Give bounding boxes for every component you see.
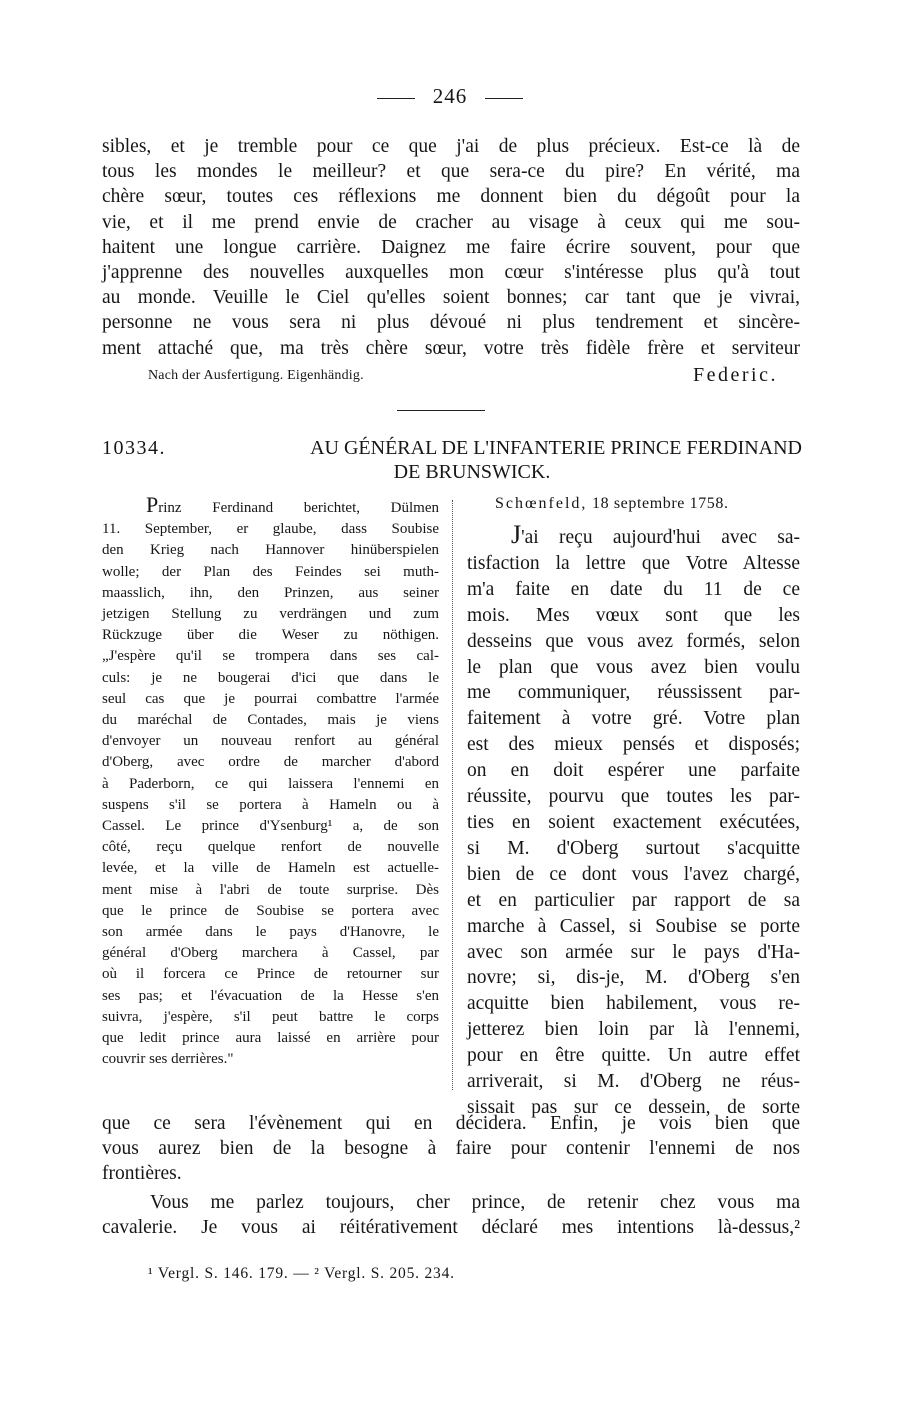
section-divider-rule xyxy=(397,410,485,411)
summary-line: Cassel. Le prince d'Ysenburg¹ a, de son xyxy=(102,818,439,835)
summary-line: que ledit prince aura laissé en arrière pour xyxy=(102,1030,439,1047)
text-line: vous aurez bien de la besogne à faire pour contenir l'ennemi de nos xyxy=(102,1138,800,1160)
letter-line: m'a faite en date du 11 de ce xyxy=(467,578,800,600)
summary-first-line: Prinz Ferdinand berichtet, Dülmen xyxy=(146,492,439,517)
summary-line: où il forcera ce Prince de retourner sur xyxy=(102,966,439,983)
summary-line: d'Oberg, avec ordre de marcher d'abord xyxy=(102,754,439,771)
text-line: cavalerie. Je vous ai réitérativement déclaré mes intentions là-dessus,² xyxy=(102,1216,800,1238)
letter-line: avec son armée sur le pays d'Ha- xyxy=(467,941,800,963)
top-paragraph xyxy=(102,134,800,361)
letter-line: pour en être quitte. Un autre effet xyxy=(467,1045,800,1067)
signature: Federic. xyxy=(693,364,778,386)
letter-line: ties en soient exactement exécutées, xyxy=(467,811,800,833)
summary-line: „J'espère qu'il se trompera dans ses cal- xyxy=(102,648,439,665)
summary-line: suivra, j'espère, s'il peut battre le corps xyxy=(102,1008,439,1025)
letter-title-line1: AU GÉNÉRAL DE L'INFANTERIE PRINCE FERDINAND xyxy=(310,437,802,459)
letter-line: réussite, pourvu que toutes les par- xyxy=(467,786,800,808)
letter-line: on en doit espérer une parfaite xyxy=(467,760,800,782)
letter-line: mois. Mes vœux sont que les xyxy=(467,604,800,626)
letter-line: arriverait, si M. d'Oberg ne réus- xyxy=(467,1071,800,1093)
text-line: au monde. Veuille le Ciel qu'elles soient bonnes; car tant que je vivrai, xyxy=(102,287,800,309)
letter-line: le plan que vous avez bien voulu xyxy=(467,656,800,678)
letter-line: bien de ce dont vous l'avez chargé, xyxy=(467,863,800,885)
text-line: tous les mondes le meilleur? et que sera-ce du pire? En vérité, ma xyxy=(102,161,800,183)
letter-line: jetterez bien loin par là l'ennemi, xyxy=(467,1019,800,1041)
letter-column xyxy=(467,522,800,1121)
page-number: 246 xyxy=(432,84,468,108)
summary-line: maasslich, ihn, den Prinzen, aus seiner xyxy=(102,584,439,601)
text-line: sibles, et je tremble pour ce que j'ai de plus précieux. Est-ce là de xyxy=(102,136,800,157)
summary-line: son armée dans le pays d'Hanovre, le xyxy=(102,924,439,941)
summary-line: wolle; der Plan des Feindes sei muth- xyxy=(102,563,439,580)
footnotes: ¹ Vergl. S. 146. 179. — ² Vergl. S. 205. 234. xyxy=(148,1265,455,1282)
summary-line: jetzigen Stellung zu verdrängen und zum xyxy=(102,606,439,623)
summary-line: culs: je ne bougerai d'ici que dans le xyxy=(102,669,439,686)
summary-line: suspens s'il se portera à Hameln ou à xyxy=(102,796,439,813)
text-line: frontières. xyxy=(102,1163,182,1185)
summary-line: côté, reçu quelque renfort de nouvelle xyxy=(102,839,439,856)
text-line: j'apprenne des nouvelles auxquelles mon cœur s'intéresse plus qu'à tout xyxy=(102,262,800,284)
column-divider xyxy=(452,500,453,1090)
summary-column xyxy=(102,494,439,1070)
letter-line: me communiquer, réussissent par- xyxy=(467,682,800,704)
page-header xyxy=(0,84,900,109)
letter-number: 10334. xyxy=(102,437,166,459)
letter-line: sissait pas sur ce dessein, de sorte xyxy=(467,1096,800,1118)
letter-line: et en particulier par rapport de sa xyxy=(467,889,800,911)
text-line: haitent une longue carrière. Daignez me faire écrire souvent, pour que xyxy=(102,236,800,258)
letter-line: novre; si, dis-je, M. d'Oberg s'en xyxy=(467,967,800,989)
place-date xyxy=(495,495,800,513)
header-dash-right xyxy=(485,98,523,99)
letter-line: marche à Cassel, si Soubise se porte xyxy=(467,915,800,937)
text-line: Vous me parlez toujours, cher prince, de retenir chez vous ma xyxy=(150,1191,800,1213)
drop-letter: P xyxy=(146,492,159,517)
summary-line: général d'Oberg marchera à Cassel, par xyxy=(102,945,439,962)
summary-line: ses pas; et l'évacuation de la Hesse s'en xyxy=(102,987,439,1004)
text-line: que ce sera l'évènement qui en décidera. Enfin, je vois bien que xyxy=(102,1113,800,1134)
summary-line: den Krieg nach Hannover hinüberspielen xyxy=(102,542,439,559)
continuation-text xyxy=(102,1111,800,1240)
summary-line: à Paderborn, ce qui laissera l'ennemi en xyxy=(102,775,439,792)
letter-date: 18 septembre 1758. xyxy=(592,495,729,512)
summary-line: seul cas que je pourrai combattre l'armée xyxy=(102,690,439,707)
text-line: chère sœur, toutes ces réflexions me donnent bien du dégoût pour la xyxy=(102,186,800,208)
letter-line: faitement à votre gré. Votre plan xyxy=(467,708,800,730)
drop-letter: J xyxy=(511,520,522,549)
header-dash-left xyxy=(377,98,415,99)
text-line: personne ne vous sera ni plus dévoué ni plus tendrement et sincère- xyxy=(102,312,800,334)
place-name: Schœnfeld, xyxy=(495,495,588,512)
summary-line: du maréchal de Contades, mais je viens xyxy=(102,712,439,729)
letter-line: tisfaction la lettre que Votre Altesse xyxy=(467,552,800,574)
text-line: vie, et il me prend envie de cracher au visage à ceux qui me sou- xyxy=(102,211,800,233)
letter-line: est des mieux pensés et disposés; xyxy=(467,734,800,756)
text-line: ment attaché que, ma très chère sœur, votre très fidèle frère et serviteur xyxy=(102,337,800,359)
summary-line: 11. September, er glaube, dass Soubise xyxy=(102,521,439,538)
letter-line: si M. d'Oberg surtout s'acquitte xyxy=(467,837,800,859)
summary-line: levée, et la ville de Hameln est actuelle- xyxy=(102,860,439,877)
summary-line: ment mise à l'abri de toute surprise. Dès xyxy=(102,881,439,898)
summary-line: que le prince de Soubise se portera avec xyxy=(102,902,439,919)
letter-line: desseins que vous avez formés, selon xyxy=(467,630,800,652)
summary-line: Rückzuge über die Weser zu nöthigen. xyxy=(102,627,439,644)
letter-title xyxy=(102,436,802,484)
letter-line: acquitte bien habilement, vous re- xyxy=(467,993,800,1015)
letter-first-line: J'ai reçu aujourd'hui avec sa- xyxy=(511,520,800,549)
source-note: Nach der Ausfertigung. Eigenhändig. xyxy=(148,368,364,383)
summary-line: couvrir ses derrières." xyxy=(102,1051,234,1068)
source-and-signature xyxy=(148,364,778,386)
summary-line: d'envoyer un nouveau renfort au général xyxy=(102,733,439,750)
letter-title-line2: DE BRUNSWICK. xyxy=(393,461,551,483)
